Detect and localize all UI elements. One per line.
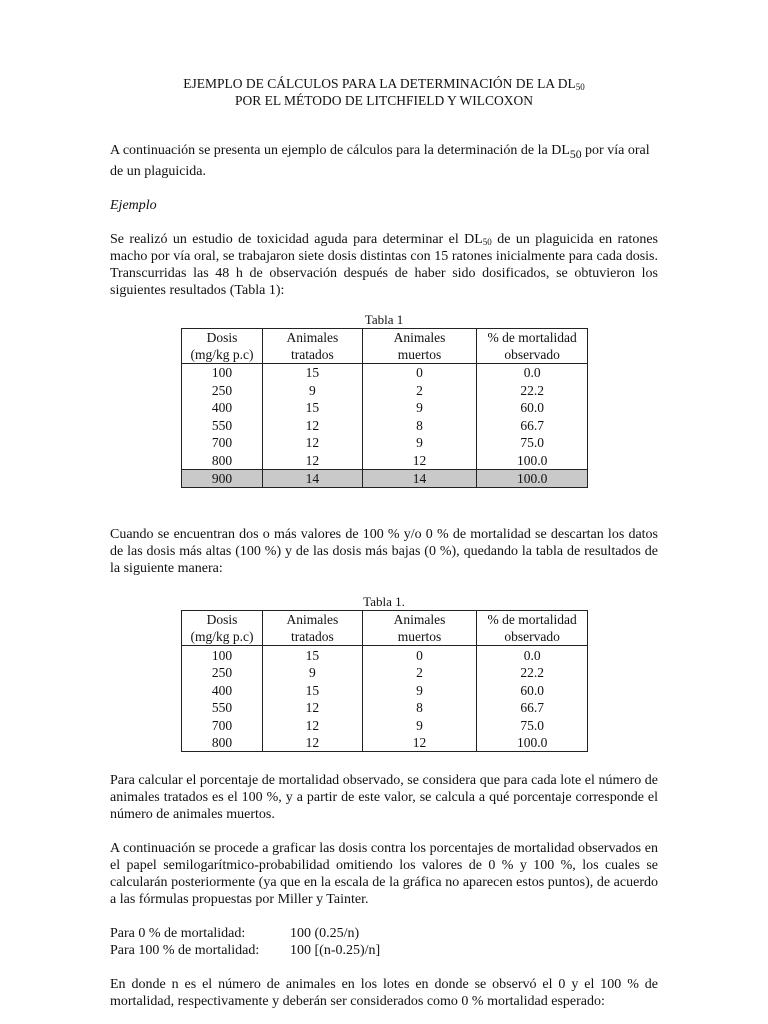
study-subscript: 50 bbox=[482, 236, 492, 247]
header-line-1: Dosis bbox=[206, 612, 238, 628]
table-cell: 15 bbox=[262, 681, 362, 699]
formula-value-0: 100 (0.25/n) bbox=[290, 926, 360, 942]
table1-header-dose bbox=[182, 328, 263, 363]
header-line-2: tratados bbox=[291, 346, 334, 362]
header-line-2: muertos bbox=[397, 346, 442, 362]
table-cell: 800 bbox=[182, 734, 263, 752]
example-heading: Ejemplo bbox=[110, 197, 157, 213]
table-cell: 22.2 bbox=[477, 381, 588, 399]
table1-header-treated bbox=[262, 328, 362, 363]
table-row bbox=[182, 399, 588, 417]
table1-caption: Tabla 1 bbox=[364, 311, 404, 327]
graph-paragraph: A continuación se procede a graficar las dosis contra los porcentajes de mortalidad observados en el papel semilogarítmico-probabilidad omitiendo los valores de 0 % y 100 %, los cuales se calcularán posteriormente (ya que en la escala de la gráfica no aparecen estos puntos), de acuerdo a las fórmulas propuestas por Miller y Tainter. bbox=[110, 841, 658, 908]
final-paragraph: En donde n es el número de animales en los lotes en donde se observó el 0 y el 100 % de mortalidad, respectivamente y deberán ser considerados como 0 % mortalidad esperado: bbox=[110, 977, 658, 1010]
table-cell: 12 bbox=[262, 734, 362, 752]
results-table-2 bbox=[181, 610, 588, 752]
formulas-block bbox=[110, 925, 658, 959]
header-line-2: muertos bbox=[397, 629, 442, 645]
table-cell: 250 bbox=[182, 381, 263, 399]
header-line-2: observado bbox=[504, 629, 560, 645]
table-row bbox=[182, 716, 588, 734]
formula-label-100: Para 100 % de mortalidad: bbox=[110, 943, 260, 959]
study-paragraph bbox=[110, 231, 658, 299]
header-line-1: Animales bbox=[393, 329, 446, 345]
table-cell: 15 bbox=[262, 363, 362, 381]
table-row bbox=[182, 381, 588, 399]
table-cell: 12 bbox=[362, 734, 476, 752]
title-line-1 bbox=[110, 75, 658, 92]
table2-header-treated bbox=[262, 611, 362, 646]
table-cell: 14 bbox=[362, 469, 476, 488]
table-cell: 75.0 bbox=[477, 434, 588, 452]
table-cell: 9 bbox=[362, 681, 476, 699]
table-cell: 12 bbox=[262, 699, 362, 717]
title-line-1-subscript: 50 bbox=[575, 82, 585, 92]
table-row bbox=[182, 734, 588, 752]
header-line-2: (mg/kg p.c) bbox=[190, 629, 254, 645]
table-cell: 400 bbox=[182, 681, 263, 699]
table-cell: 100 bbox=[182, 646, 263, 664]
table-cell: 60.0 bbox=[477, 399, 588, 417]
table-cell: 12 bbox=[362, 451, 476, 469]
header-line-1: Animales bbox=[286, 612, 339, 628]
header-line-2: (mg/kg p.c) bbox=[190, 346, 254, 362]
study-text-1: Se realizó un estudio de toxicidad aguda para determinar el DL bbox=[110, 231, 483, 247]
table-cell: 100.0 bbox=[477, 469, 588, 488]
header-line-1: Animales bbox=[286, 329, 339, 345]
table-cell: 9 bbox=[262, 381, 362, 399]
table-cell: 100.0 bbox=[477, 451, 588, 469]
results-table-1 bbox=[181, 328, 588, 489]
table-cell: 75.0 bbox=[477, 716, 588, 734]
header-line-2: observado bbox=[504, 346, 560, 362]
table1-header-mortality bbox=[477, 328, 588, 363]
intro-subscript: 50 bbox=[569, 147, 582, 161]
table-cell: 700 bbox=[182, 434, 263, 452]
table-row bbox=[182, 416, 588, 434]
table1-header-row bbox=[182, 328, 588, 363]
document-content bbox=[110, 75, 658, 1010]
table-cell: 0 bbox=[362, 646, 476, 664]
discard-paragraph: Cuando se encuentran dos o más valores de 100 % y/o 0 % de mortalidad se descartan los datos de las dosis más altas (100 %) y de las dosis más bajas (0 %), quedando la tabla de resultados de la siguiente manera: bbox=[110, 527, 658, 577]
table-cell: 100.0 bbox=[477, 734, 588, 752]
table-row bbox=[182, 699, 588, 717]
formula-label-0: Para 0 % de mortalidad: bbox=[110, 926, 246, 942]
title-line-2: POR EL MÉTODO DE LITCHFIELD Y WILCOXON bbox=[235, 93, 533, 108]
table-row-highlighted bbox=[182, 469, 588, 488]
table-row bbox=[182, 664, 588, 682]
table-cell: 550 bbox=[182, 699, 263, 717]
study-text-2: de un plaguicida en ratones macho por vía oral, se trabajaron siete dosis distintas con 15 ratones inicialmente para cada dosis. Transcurridas las 48 h de observación después de haber sido dosificados, se obtuvieron los siguientes resultados (Tabla 1): bbox=[110, 231, 658, 298]
table-cell: 12 bbox=[262, 451, 362, 469]
table-row bbox=[182, 363, 588, 381]
table-cell: 0.0 bbox=[477, 646, 588, 664]
intro-text-1: A continuación se presenta un ejemplo de cálculos para la determinación de la DL bbox=[110, 143, 570, 158]
table-cell: 700 bbox=[182, 716, 263, 734]
table-row bbox=[182, 451, 588, 469]
calc-paragraph: Para calcular el porcentaje de mortalidad observado, se considera que para cada lote el número de animales tratados es el 100 %, y a partir de este valor, se calcula a qué porcentaje corresponde el número de animales muertos. bbox=[110, 773, 658, 823]
header-line-1: Dosis bbox=[206, 329, 238, 345]
table-cell: 100 bbox=[182, 363, 263, 381]
formula-value-100: 100 [(n-0.25)/n] bbox=[290, 943, 381, 959]
table2-caption: Tabla 1. bbox=[363, 594, 405, 610]
table-cell: 0.0 bbox=[477, 363, 588, 381]
table-cell: 8 bbox=[362, 416, 476, 434]
table-cell: 800 bbox=[182, 451, 263, 469]
table-row bbox=[182, 434, 588, 452]
document-title bbox=[110, 75, 658, 109]
table-cell: 400 bbox=[182, 399, 263, 417]
table-cell: 60.0 bbox=[477, 681, 588, 699]
header-line-2: tratados bbox=[291, 629, 334, 645]
table1-header-dead bbox=[362, 328, 476, 363]
title-line-1-text: EJEMPLO DE CÁLCULOS PARA LA DETERMINACIÓN DE LA DL bbox=[183, 76, 576, 91]
table-row bbox=[182, 646, 588, 664]
table-cell: 2 bbox=[362, 381, 476, 399]
table-cell: 9 bbox=[362, 434, 476, 452]
intro-paragraph bbox=[110, 142, 658, 180]
table-cell: 8 bbox=[362, 699, 476, 717]
table-cell: 12 bbox=[262, 416, 362, 434]
intro-text-2: por vía oral de un plaguicida. bbox=[110, 143, 650, 179]
table-cell: 9 bbox=[362, 716, 476, 734]
table-cell: 12 bbox=[262, 716, 362, 734]
header-line-1: % de mortalidad bbox=[487, 329, 577, 345]
table-cell: 66.7 bbox=[477, 416, 588, 434]
table2-header-dead bbox=[362, 611, 476, 646]
header-line-1: Animales bbox=[393, 612, 446, 628]
table2-header-row bbox=[182, 611, 588, 646]
table-cell: 15 bbox=[262, 399, 362, 417]
table-cell: 22.2 bbox=[477, 664, 588, 682]
header-line-1: % de mortalidad bbox=[487, 612, 577, 628]
table-cell: 250 bbox=[182, 664, 263, 682]
table-cell: 0 bbox=[362, 363, 476, 381]
table-cell: 15 bbox=[262, 646, 362, 664]
table-cell: 900 bbox=[182, 469, 263, 488]
table2-header-dose bbox=[182, 611, 263, 646]
table-cell: 12 bbox=[262, 434, 362, 452]
table-cell: 550 bbox=[182, 416, 263, 434]
table-cell: 66.7 bbox=[477, 699, 588, 717]
table-row bbox=[182, 681, 588, 699]
table-cell: 2 bbox=[362, 664, 476, 682]
table-cell: 9 bbox=[362, 399, 476, 417]
table-cell: 14 bbox=[262, 469, 362, 488]
table-cell: 9 bbox=[262, 664, 362, 682]
table2-header-mortality bbox=[477, 611, 588, 646]
